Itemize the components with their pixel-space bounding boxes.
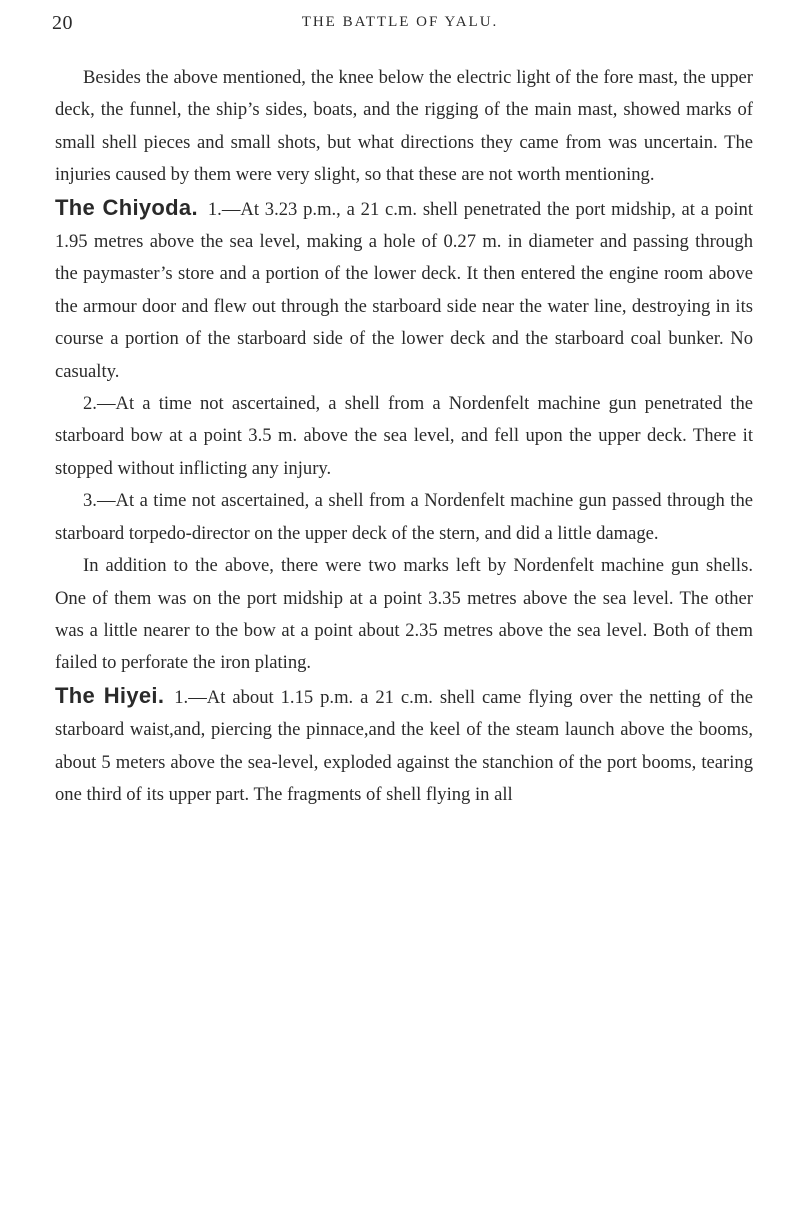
running-head: THE BATTLE OF YALU. — [301, 14, 499, 30]
chiyoda-addition: In addition to the above, there were two marks left by Nordenfelt machine gun shells. One of them was on the port midship at a point 3.35 metres above the sea level. The other was a little nearer to the bow at a point about 2.35 metres above the sea level. Both of them failed to perforate the iron plating. — [55, 555, 753, 674]
ship-heading-hiyei: The Hiyei. — [55, 682, 165, 708]
chiyoda-entry-1 — [55, 192, 753, 388]
body-text — [55, 62, 753, 811]
chiyoda-entry-1-text: 1.—At 3.23 p.m., a 21 c.m. shell penetrated the port midship, at a point 1.95 metres above the sea level, making a hole of 0.27 m. in diameter and passing through the paymaster’s store and a portion of the lower deck. It then entered the engine room above the armour door and flew out through the starboard side near the water line, destroying in its course a portion of the starboard side of the lower deck and the starboard coal bunker. No casualty. — [55, 198, 753, 382]
page-header — [0, 12, 800, 42]
chiyoda-entry-2: 2.—At a time not ascertained, a shell from a Nordenfelt machine gun penetrated the starboard bow at a point 3.5 m. above the sea level, and fell upon the upper deck. There it stopped without inflicting any injury. — [55, 393, 753, 479]
chiyoda-entry-3: 3.—At a time not ascertained, a shell from a Nordenfelt machine gun passed through the starboard torpedo-director on the upper deck of the stern, and did a little damage. — [55, 490, 753, 544]
hiyei-entry-1-text: 1.—At about 1.15 p.m. a 21 c.m. shell came flying over the netting of the starboard waist,and, piercing the pinnace,and the keel of the steam launch above the booms, about 5 meters above the sea-level, exploded against the stanchion of the port booms, tearing one third of its upper part. The fragments of shell flying in all — [55, 686, 754, 805]
page-number: 20 — [52, 12, 73, 34]
ship-heading-chiyoda: The Chiyoda. — [55, 194, 198, 220]
paragraph-besides: Besides the above mentioned, the knee below the electric light of the fore mast, the upper deck, the funnel, the ship’s sides, boats, and the rigging of the main mast, showed marks of small shell pieces and small shots, but what directions they came from was uncertain. The injuries caused by them were very slight, so that these are not worth mentioning. — [55, 67, 753, 186]
hiyei-entry-1 — [55, 680, 753, 812]
